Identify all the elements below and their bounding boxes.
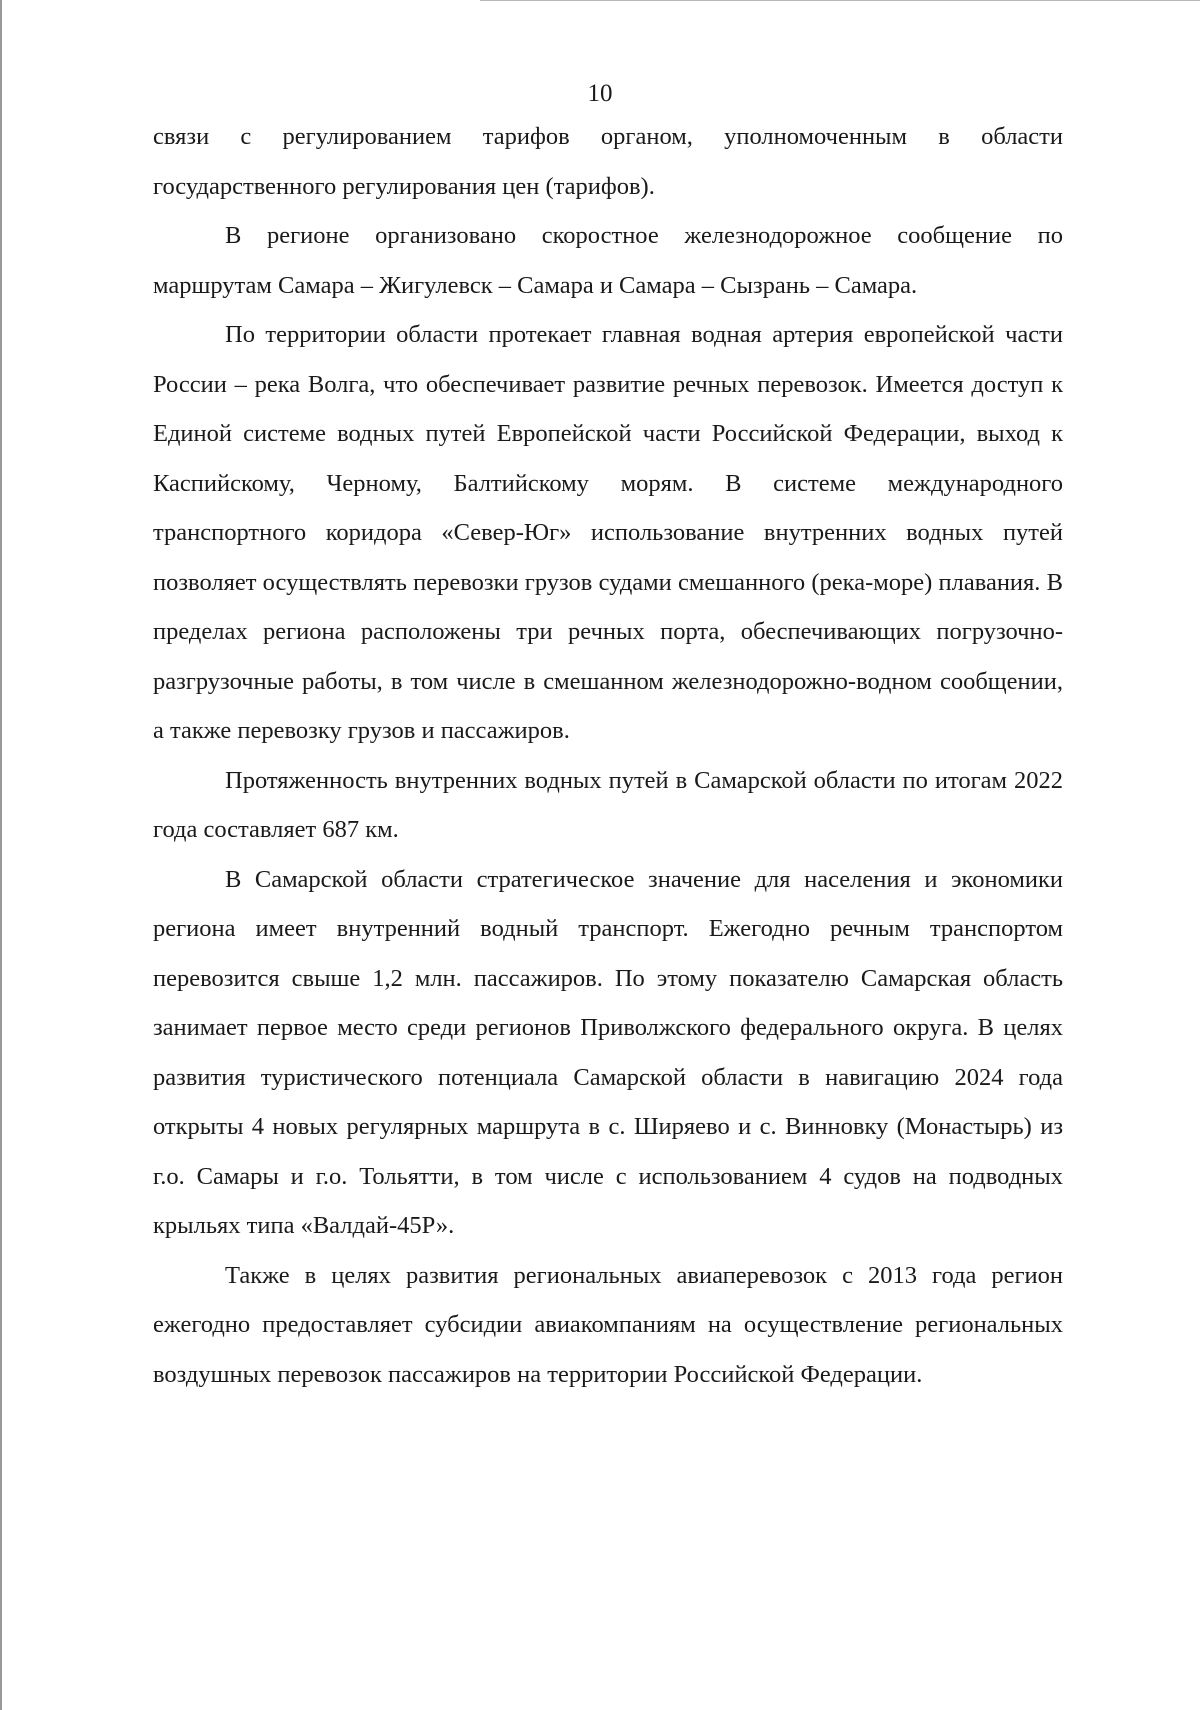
scan-top-edge	[480, 0, 1200, 1]
page-number: 10	[587, 80, 613, 107]
document-body	[153, 112, 1063, 1399]
paragraph-volga: По территории области протекает главная водная артерия европейской части России – река Волга, что обеспечивает развитие речных перевозок. Имеется доступ к Единой системе водных путей Европейской части Российской Федерации, выход к Каспийскому, Черному, Балтийскому морям. В системе международного транспортного коридора «Север-Юг» использование внутренних водных путей позволяет осуществлять перевозки грузов судами смешанного (река-море) плавания. В пределах региона расположены три речных порта, обеспечивающих погрузочно-разгрузочные работы, в том числе в смешанном железнодорожно-водном сообщении, а также перевозку грузов и пассажиров.	[153, 321, 1063, 744]
scan-left-edge	[0, 0, 2, 1710]
paragraph-waterways-length: Протяженность внутренних водных путей в Самарской области по итогам 2022 года составляет 687 км.	[153, 766, 1063, 843]
paragraph-water-transport: В Самарской области стратегическое значение для населения и экономики региона имеет внутренний водный транспорт. Ежегодно речным транспортом перевозится свыше 1,2 млн. пассажиров. По этому показателю Самарская область занимает первое место среди регионов Приволжского федерального округа. В целях развития туристического потенциала Самарской области в навигацию 2024 года открыты 4 новых регулярных маршрута в с. Ширяево и с. Винновку (Монастырь) из г.о. Самары и г.о. Тольятти, в том числе с использованием 4 судов на подводных крыльях типа «Валдай-45Р».	[153, 865, 1063, 1239]
paragraph-railway: В регионе организовано скоростное железнодорожное сообщение по маршрутам Самара – Жигулевск – Самара и Самара – Сызрань – Самара.	[153, 222, 1063, 299]
paragraph-air-transport: Также в целях развития региональных авиаперевозок с 2013 года регион ежегодно предоставляет субсидии авиакомпаниям на осуществление региональных воздушных перевозок пассажиров на территории Российской Федерации.	[153, 1261, 1063, 1388]
paragraph-continuation: связи с регулированием тарифов органом, уполномоченным в области государственного регулирования цен (тарифов).	[153, 123, 1063, 200]
